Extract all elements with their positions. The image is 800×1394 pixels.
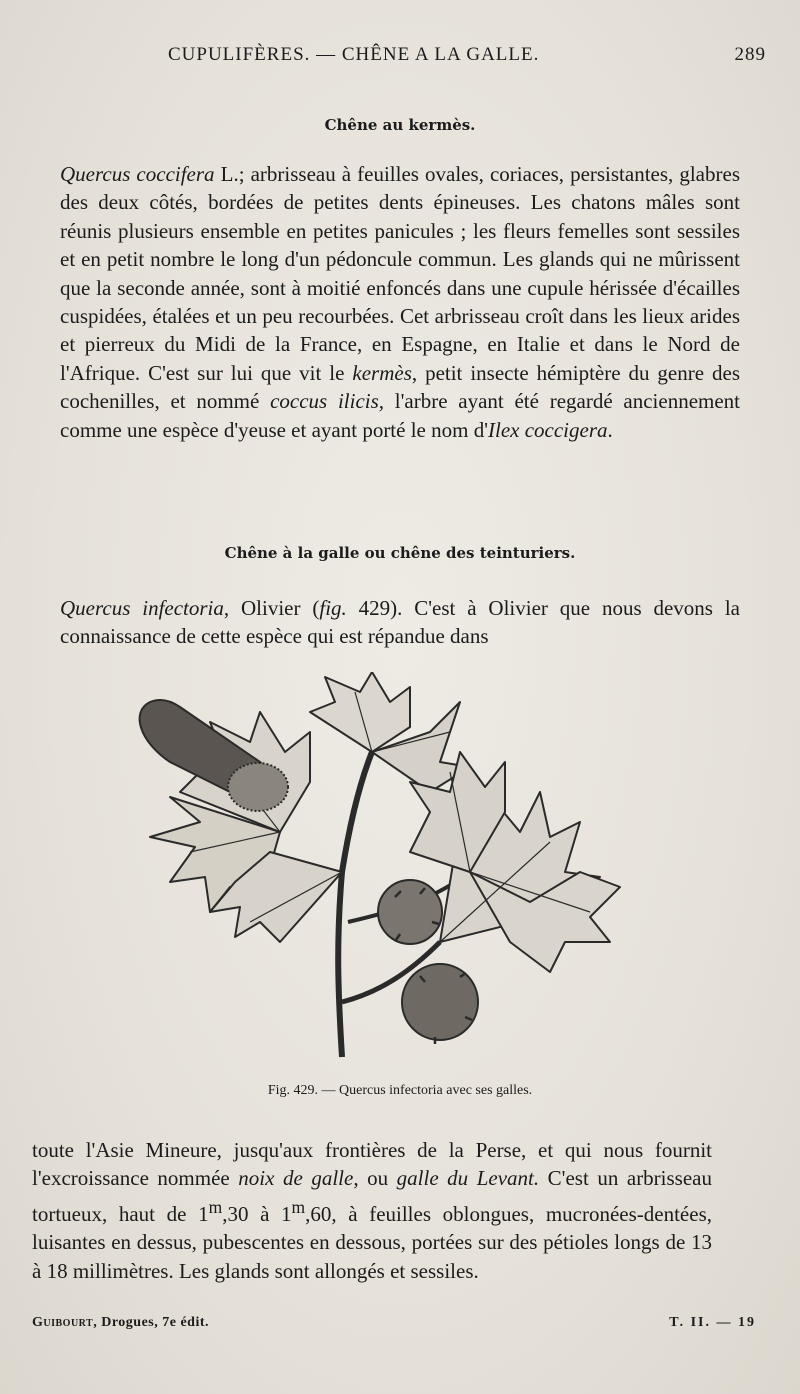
section-title-galle: Chêne à la galle ou chêne des teinturiers. bbox=[224, 544, 576, 562]
paragraph-asia-minor: toute l'Asie Mineure, jusqu'aux frontières de la Perse, et qui nous fournit l'excroissance nommée noix de galle, ou galle du Levant. C'est un arbrisseau tortueux, haut de 1$^m$,30 à 1$^m$,60, à feuilles oblongues, mucronées-dentées, luisantes en dessus, pubescentes en dessous, portées sur des pétioles longs de 13 à 18 millimètres. Les glands sont allongés et sessiles. bbox=[32, 1138, 712, 1283]
running-head bbox=[28, 44, 772, 76]
page-footer bbox=[32, 1315, 772, 1339]
oak-gall-illustration bbox=[110, 672, 630, 1072]
running-title: CUPULIFÈRES. — CHÊNE A LA GALLE. bbox=[168, 44, 540, 65]
footer-citation: Guibourt, Drogues, 7e édit. bbox=[32, 1315, 210, 1330]
paragraph-quercus-coccifera: Quercus coccifera L.; arbrisseau à feuilles ovales, coriaces, persistantes, glabres des deux côtés, bordées de petites dents épineuses. Les chatons mâles sont réunis plusieurs ensemble en petites panicules ; les fleurs femelles sont sessiles et en petit nombre le long d'un pédoncule commun. Les glands qui ne mûrissent que la seconde année, sont à moitié enfoncés dans une cupule hérissée d'écailles cuspidées, étalées et un peu recourbées. Cet arbrisseau croît dans les lieux arides et pierreux du Midi de la France, en Espagne, en Italie et dans le Nord de l'Afrique. C'est sur lui que vit le kermès, petit insecte hémiptère du genre des cochenilles, et nommé coccus ilicis, l'arbre ayant été regardé anciennement comme une espèce d'yeuse et ayant porté le nom d'Ilex coccigera. bbox=[60, 162, 741, 442]
section-title-kermes: Chêne au kermès. bbox=[324, 116, 476, 134]
species-name: Quercus infectoria bbox=[60, 596, 224, 620]
page-number: 289 bbox=[734, 44, 766, 65]
figure-caption: Fig. 429. — Quercus infectoria avec ses galles. bbox=[267, 1083, 533, 1098]
paragraph-quercus-infectoria: Quercus infectoria, Olivier (fig. 429). C'est à Olivier que nous devons la connaissance de cette espèce qui est répandue dans bbox=[60, 596, 740, 649]
species-name: Quercus coccifera bbox=[60, 162, 215, 186]
oak-branch-icon bbox=[110, 672, 630, 1072]
footer-volume: T. II. — 19 bbox=[669, 1315, 756, 1330]
